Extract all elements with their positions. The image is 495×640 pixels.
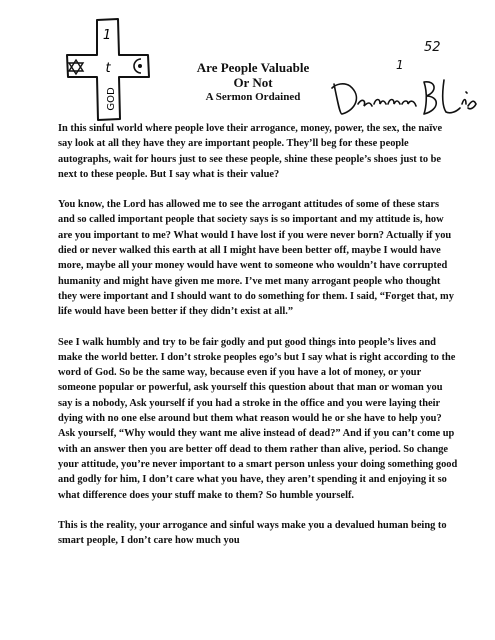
author-signature — [328, 74, 478, 118]
document-title: Are People Valuable — [196, 60, 310, 75]
paragraph-2: You know, the Lord has allowed me to see the arrogant attitudes of some of these stars and so called important people that society says is so important and my attitude is, how are you important to me? What would I have lost if you were never born? Actually if you died or never walked this earth at all I might have been better off, maybe I would have more, maybe all your money would have went to someone who wouldn’t have corrupted humanity and might have given me more. I’ve met many arrogant people who thought they were important and I should want to do something for them. I said, “Forget that, my life would have been better if they didn’t exist at all.” — [58, 199, 454, 318]
crescent-icon — [134, 59, 141, 73]
page-number: 52 — [424, 40, 441, 55]
title-block — [178, 60, 328, 105]
page-sub-number: 1 — [396, 58, 404, 72]
cross-bottom-label: GOD — [106, 87, 117, 111]
sermon-body — [58, 121, 458, 563]
paragraph-1: In this sinful world where people love their arrogance, money, power, the sex, the naïve say look at all they have they are important people. They’ll beg for these people autographs, wait for hours just to see these people, shine these people’s shoes just to be next to these people. But I say what is their value? — [58, 123, 443, 180]
star-of-david-icon — [69, 60, 83, 74]
cross-logo-icon — [60, 15, 160, 125]
document-subtitle: A Sermon Ordained — [205, 91, 301, 103]
paragraph-4: This is the reality, your arrogance and sinful ways make you a devalued human being to smart people, I don’t care how much you — [58, 519, 447, 547]
paragraph-3: See I walk humbly and try to be fair godly and put good things into people’s lives and make the world better. I don’t stroke peoples ego’s but I say what is right according to the word of God. So be the same way, because even if you have a lot of money, or your someone popular or powerful, ask yourself this question about that man or woman you say is a nobody, Ask yourself if you had a stroke in the office and you were laying their dying with no one else around but them what reason would he or she have to help you? Ask yourself, “Why would they want me alive instead of dead?” And if you can’t come up with an answer then you are better off dead to them rather than alive, period. So change your attitude, you’re never important to a smart person unless your doing something good and godly for him, I don’t care what you have, they aren’t spending it and enjoying it so what difference does your stuff make to them? So humble yourself. — [58, 336, 458, 501]
cross-top-label: 1 — [102, 28, 112, 43]
cross-middle-label: t — [105, 61, 111, 76]
document-title-line2: Or Not — [233, 75, 273, 90]
